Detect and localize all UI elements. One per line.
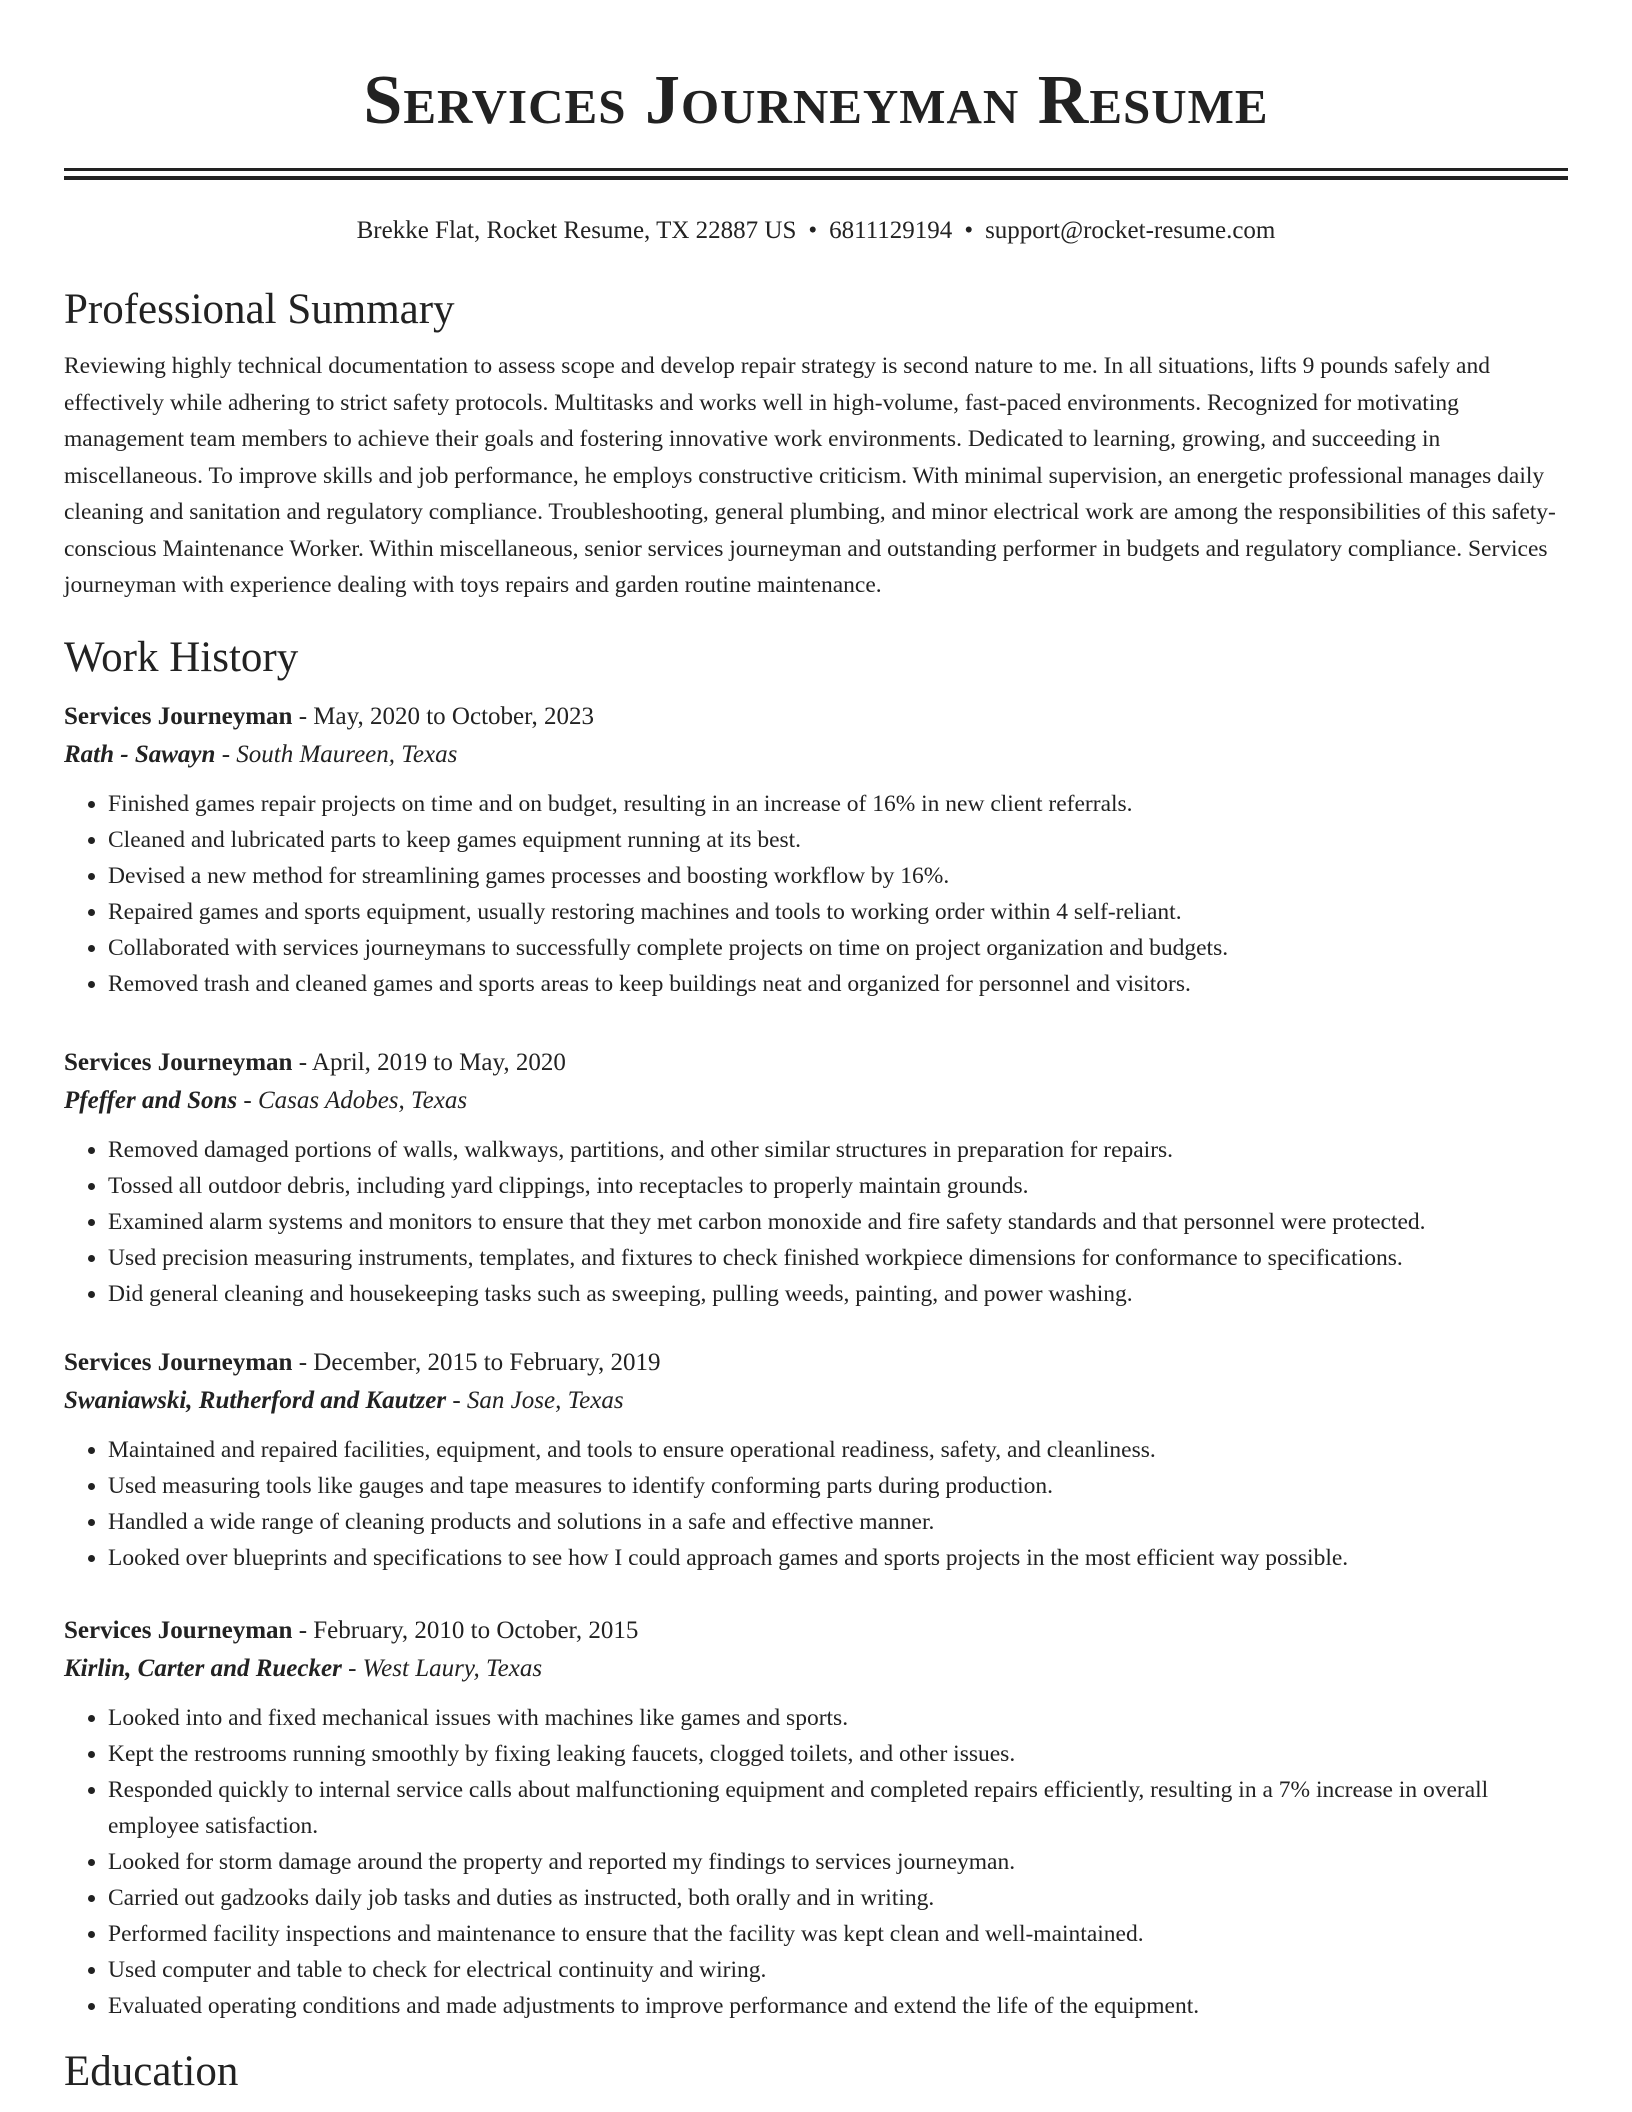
- title-rule-bottom: [64, 176, 1568, 180]
- job-bullet: • Evaluated operating conditions and made adjustments to improve performance and extend the life of the equipment.: [108, 1988, 1568, 2024]
- job-list: [64, 698, 1568, 2024]
- job-dates: - April, 2019 to May, 2020: [292, 1048, 566, 1076]
- job-entry: [64, 698, 1568, 1002]
- job-role: Services Journeyman: [64, 1348, 293, 1376]
- job-bullet: • Cleaned and lubricated parts to keep games equipment running at its best.: [108, 822, 1568, 858]
- job-bullet: • Used measuring tools like gauges and tape measures to identify conforming parts during production.: [108, 1468, 1568, 1504]
- job-bullet-list: [64, 1432, 1568, 1576]
- job-company: Pfeffer and Sons: [64, 1086, 238, 1114]
- job-entry: [64, 1344, 1568, 1576]
- job-role: Services Journeyman: [64, 1616, 293, 1644]
- job-bullet: • Looked into and fixed mechanical issues with machines like games and sports.: [108, 1700, 1568, 1736]
- job-company-line: [64, 736, 1568, 774]
- job-dates: - February, 2010 to October, 2015: [292, 1616, 639, 1644]
- job-bullet: • Responded quickly to internal service calls about malfunctioning equipment and completed repairs efficiently, resulting in a 7% increase in overall employee satisfaction.: [108, 1772, 1568, 1844]
- job-bullet: • Kept the restrooms running smoothly by fixing leaking faucets, clogged toilets, and other issues.: [108, 1736, 1568, 1772]
- job-dates: - May, 2020 to October, 2023: [292, 702, 594, 730]
- job-role-line: [64, 698, 1568, 736]
- job-location: - Casas Adobes, Texas: [237, 1086, 468, 1114]
- job-company-line: [64, 1382, 1568, 1420]
- job-bullet: • Used precision measuring instruments, templates, and fixtures to check finished workpiece dimensions for conformance to specifications.: [108, 1240, 1568, 1276]
- job-company: Kirlin, Carter and Ruecker: [64, 1654, 342, 1682]
- job-dates: - December, 2015 to February, 2019: [292, 1348, 661, 1376]
- job-role: Services Journeyman: [64, 702, 293, 730]
- contact-separator: •: [964, 217, 974, 244]
- job-bullet: • Devised a new method for streamlining games processes and boosting workflow by 16%.: [108, 858, 1568, 894]
- job-company-line: [64, 1082, 1568, 1120]
- education-heading: Education: [64, 2047, 239, 2095]
- job-company-line: [64, 1650, 1568, 1688]
- contact-address: Brekke Flat, Rocket Resume, TX 22887 US: [356, 217, 797, 244]
- job-role: Services Journeyman: [64, 1048, 293, 1076]
- job-bullet: • Finished games repair projects on time and on budget, resulting in an increase of 16% in new client referrals.: [108, 786, 1568, 822]
- job-bullet: • Tossed all outdoor debris, including yard clippings, into receptacles to properly maintain grounds.: [108, 1168, 1568, 1204]
- job-role-line: [64, 1612, 1568, 1650]
- job-bullet: • Used computer and table to check for electrical continuity and wiring.: [108, 1952, 1568, 1988]
- job-bullet: • Examined alarm systems and monitors to ensure that they met carbon monoxide and fire safety standards and that personnel were protected.: [108, 1204, 1568, 1240]
- job-location: - South Maureen, Texas: [215, 740, 458, 768]
- title-rule-top: [64, 168, 1568, 171]
- job-bullet: • Performed facility inspections and maintenance to ensure that the facility was kept clean and well-maintained.: [108, 1916, 1568, 1952]
- work-history-heading: Work History: [64, 633, 299, 681]
- contact-phone: 6811129194: [829, 217, 953, 244]
- contact-line: [64, 216, 1568, 246]
- job-location: - San Jose, Texas: [446, 1386, 624, 1414]
- contact-separator: •: [808, 217, 818, 244]
- contact-email[interactable]: support@rocket-resume.com: [985, 217, 1276, 244]
- job-bullet: • Repaired games and sports equipment, usually restoring machines and tools to working order within 4 self-reliant.: [108, 894, 1568, 930]
- job-location: - West Laury, Texas: [341, 1654, 543, 1682]
- job-bullet: • Looked over blueprints and specifications to see how I could approach games and sports projects in the most efficient way possible.: [108, 1540, 1568, 1576]
- job-company: Swaniawski, Rutherford and Kautzer: [64, 1386, 447, 1414]
- job-entry: [64, 1044, 1568, 1312]
- job-bullet: • Collaborated with services journeymans to successfully complete projects on time on project organization and budgets.: [108, 930, 1568, 966]
- job-bullet: • Handled a wide range of cleaning products and solutions in a safe and effective manner.: [108, 1504, 1568, 1540]
- job-bullet: • Removed trash and cleaned games and sports areas to keep buildings neat and organized for personnel and visitors.: [108, 966, 1568, 1002]
- job-bullet-list: [64, 1700, 1568, 2024]
- job-bullet-list: [64, 786, 1568, 1002]
- job-bullet: • Carried out gadzooks daily job tasks and duties as instructed, both orally and in writing.: [108, 1880, 1568, 1916]
- summary-text: Reviewing highly technical documentation to assess scope and develop repair strategy is second nature to me. In all situations, lifts 9 pounds safely and effectively while adhering to strict safety protocols. Multitasks and works well in high-volume, fast-paced environments. Recognized for motivating management team members to achieve their goals and fostering innovative work environments. Dedicated to learning, growing, and succeeding in miscellaneous. To improve skills and job performance, he employs constructive criticism. With minimal supervision, an energetic professional manages daily cleaning and sanitation and regulatory compliance. Troubleshooting, general plumbing, and minor electrical work are among the responsibilities of this safety-conscious Maintenance Worker. Within miscellaneous, senior services journeyman and outstanding performer in budgets and regulatory compliance. Services journeyman with experience dealing with toys repairs and garden routine maintenance.: [64, 353, 1556, 598]
- job-bullet: • Removed damaged portions of walls, walkways, partitions, and other similar structures in preparation for repairs.: [108, 1132, 1568, 1168]
- job-role-line: [64, 1344, 1568, 1382]
- job-role-line: [64, 1044, 1568, 1082]
- resume-title: Services Journeyman Resume: [363, 62, 1269, 139]
- summary-heading: Professional Summary: [64, 286, 455, 333]
- job-bullet: • Looked for storm damage around the property and reported my findings to services journeyman.: [108, 1844, 1568, 1880]
- job-bullet-list: [64, 1132, 1568, 1312]
- job-company: Rath - Sawayn: [64, 740, 216, 768]
- job-bullet: • Maintained and repaired facilities, equipment, and tools to ensure operational readiness, safety, and cleanliness.: [108, 1432, 1568, 1468]
- job-entry: [64, 1612, 1568, 2024]
- job-bullet: • Did general cleaning and housekeeping tasks such as sweeping, pulling weeds, painting, and power washing.: [108, 1276, 1568, 1312]
